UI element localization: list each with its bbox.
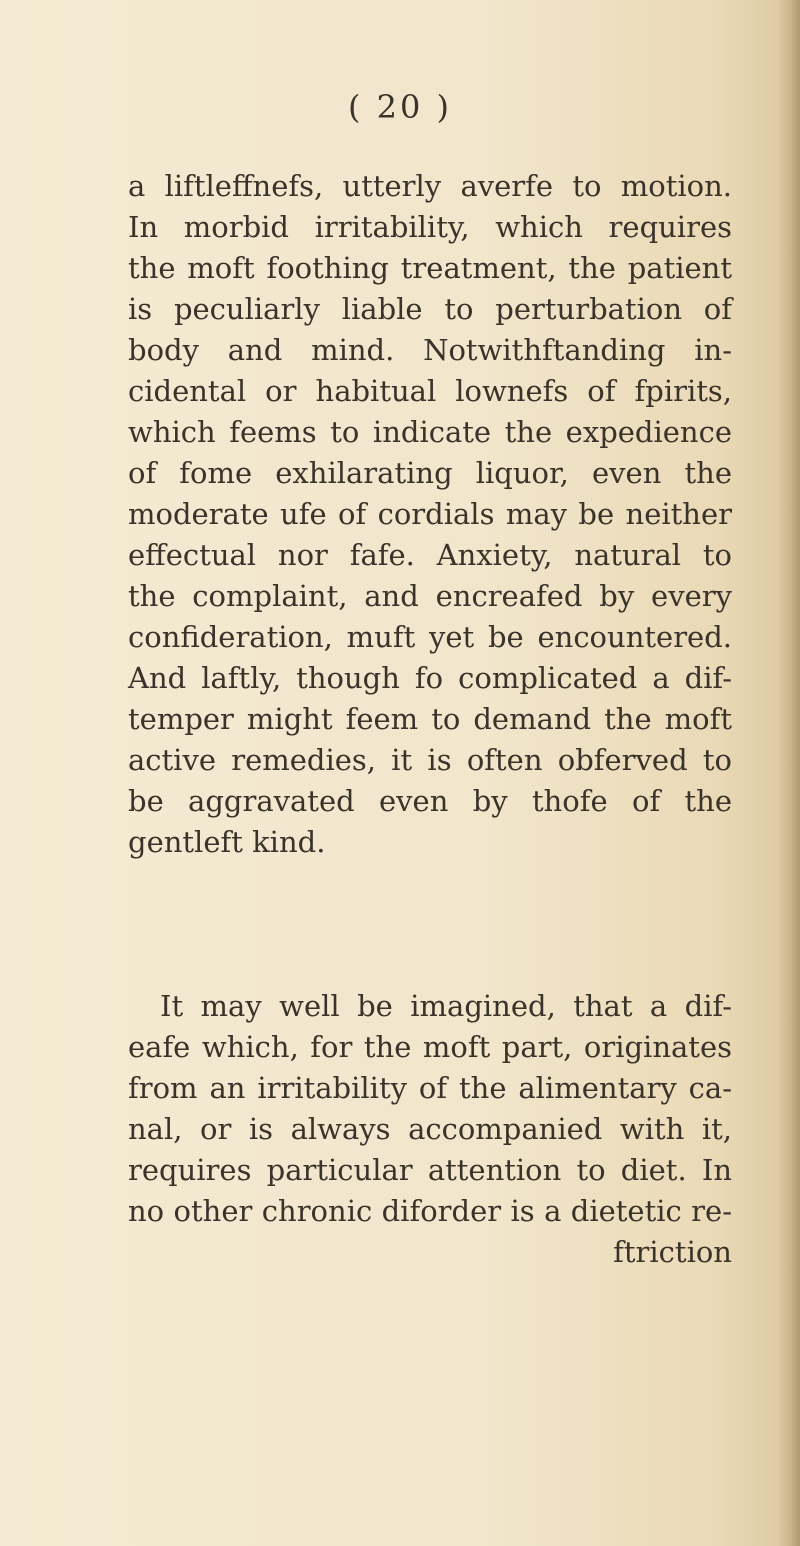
text-line: effectual nor fafe. Anxiety, natural to: [128, 538, 732, 572]
text-line: no other chronic diforder is a dietetic re-: [128, 1194, 732, 1228]
text-line: It may well be imagined, that a dif-: [160, 989, 732, 1023]
text-line: active remedies, it is often obferved to: [128, 743, 732, 777]
catchword: ftriction: [613, 1235, 732, 1269]
text-line: eafe which, for the moft part, originates: [128, 1030, 732, 1064]
text-line: requires particular attention to diet. In: [128, 1153, 732, 1187]
paragraph-2: [128, 986, 732, 1273]
text-line: cidental or habitual lownefs of fpirits,: [128, 374, 732, 408]
text-line: body and mind. Notwithftanding in-: [128, 333, 732, 367]
text-line: which feems to indicate the expedience: [128, 415, 732, 449]
text-line: the complaint, and encreafed by every: [128, 579, 732, 613]
text-line: And laftly, though fo complicated a dif-: [128, 661, 732, 695]
text-line: confideration, muft yet be encountered.: [128, 620, 732, 654]
page-number: ( 20 ): [347, 88, 453, 126]
text-line: a liftleffnefs, utterly averfe to motion.: [128, 169, 732, 203]
text-line: In morbid irritability, which requires: [128, 210, 732, 244]
text-line: the moft foothing treatment, the patient: [128, 251, 732, 285]
text-line: moderate ufe of cordials may be neither: [128, 497, 732, 531]
paragraph-1: [128, 166, 732, 863]
text-line: nal, or is always accompanied with it,: [128, 1112, 732, 1146]
text-line: of fome exhilarating liquor, even the: [128, 456, 732, 490]
text-line: gentleft kind.: [128, 825, 326, 859]
text-line: is peculiarly liable to perturbation of: [128, 292, 732, 326]
text-line: from an irritability of the alimentary ca-: [128, 1071, 732, 1105]
text-line: temper might feem to demand the moft: [128, 702, 732, 736]
text-line: be aggravated even by thofe of the: [128, 784, 732, 818]
page-edge-shadow: [778, 0, 800, 1546]
